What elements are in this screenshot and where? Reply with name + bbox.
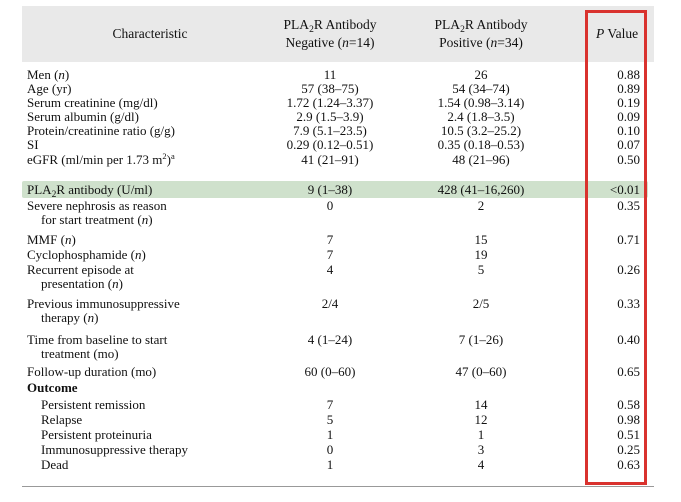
row-characteristic: Men (n)	[27, 67, 70, 82]
row-p-value: 0.26	[617, 262, 640, 277]
row-p-value: 0.19	[617, 95, 640, 110]
row-p-value: 0.71	[617, 232, 640, 247]
header-antibody-positive: $PLA_2R$ Antibody Positive (n=34)	[434, 17, 528, 50]
row-positive: 428 (41–16,260)	[437, 182, 525, 197]
row-characteristic: Time from baseline to start treatment (mo)	[27, 332, 168, 361]
row-positive: 10.5 (3.2–25.2)	[440, 123, 522, 138]
row-p-value: 0.88	[617, 67, 640, 82]
row-characteristic: Dead	[41, 457, 69, 472]
row-p-value: 0.98	[617, 412, 640, 427]
row-negative: 60 (0–60)	[304, 364, 356, 379]
row-p-value: 0.51	[617, 427, 640, 442]
row-positive: 1	[477, 427, 485, 442]
row-negative: 1	[326, 427, 334, 442]
row-negative: 11	[323, 67, 337, 82]
row-positive: 2.4 (1.8–3.5)	[447, 109, 515, 124]
row-negative: 7	[326, 247, 334, 262]
row-characteristic: Relapse	[41, 412, 83, 427]
row-characteristic: Previous immunosuppressive therapy (n)	[27, 296, 180, 325]
row-p-value: 0.40	[617, 332, 640, 347]
row-p-value: 0.35	[617, 198, 640, 213]
row-characteristic: Age (yr)	[27, 81, 72, 96]
row-characteristic: Protein/creatinine ratio (g/g)	[27, 123, 176, 138]
row-p-value: 0.65	[617, 364, 640, 379]
row-positive: 15	[474, 232, 488, 247]
header-p-value: P Value	[595, 26, 639, 41]
row-characteristic: Severe nephrosis as reason for start treatment (n)	[27, 198, 167, 227]
row-positive: 2/5	[472, 296, 490, 311]
row-negative: 5	[326, 412, 334, 427]
row-positive: 3	[477, 442, 485, 457]
row-p-value: 0.10	[617, 123, 640, 138]
row-characteristic: Persistent proteinuria	[41, 427, 152, 442]
row-negative: 7.9 (5.1–23.5)	[293, 123, 367, 138]
row-positive: 48 (21–96)	[452, 152, 510, 167]
row-negative: 0	[326, 198, 334, 213]
row-negative: 0	[326, 442, 334, 457]
row-negative: 0.29 (0.12–0.51)	[286, 137, 374, 152]
row-negative: 7	[326, 232, 334, 247]
row-p-value: 0.09	[617, 109, 640, 124]
row-negative: 4 (1–24)	[307, 332, 353, 347]
row-positive: 4	[477, 457, 485, 472]
row-characteristic: Immunosuppressive therapy	[41, 442, 188, 457]
row-p-value: 0.58	[617, 397, 640, 412]
row-positive: 26	[474, 67, 488, 82]
row-negative: 1.72 (1.24–3.37)	[286, 95, 374, 110]
row-characteristic: eGFR (ml/min per 1.73 $m^2)^a$	[27, 151, 175, 167]
row-p-value: 0.07	[617, 137, 640, 152]
row-positive: 14	[474, 397, 488, 412]
row-p-value: 0.25	[617, 442, 640, 457]
row-characteristic: Persistent remission	[41, 397, 146, 412]
row-p-value: 0.50	[617, 152, 640, 167]
row-positive: 5	[477, 262, 485, 277]
header-antibody-negative: $PLA_2R$ Antibody Negative (n=14)	[283, 17, 377, 50]
row-negative: 1	[326, 457, 334, 472]
header-characteristic: Characteristic	[112, 26, 188, 41]
row-p-value: 0.63	[617, 457, 640, 472]
row-negative: 2.9 (1.5–3.9)	[296, 109, 364, 124]
row-negative: 9 (1–38)	[307, 182, 353, 197]
row-characteristic: Cyclophosphamide (n)	[27, 247, 146, 262]
row-negative: 7	[326, 397, 334, 412]
row-positive: 1.54 (0.98–3.14)	[437, 95, 525, 110]
p-value-highlight-box	[585, 10, 647, 485]
row-negative: 41 (21–91)	[301, 152, 359, 167]
row-characteristic: Serum creatinine (mg/dl)	[27, 95, 158, 110]
row-positive: 7 (1–26)	[458, 332, 504, 347]
row-characteristic: Recurrent episode at presentation (n)	[27, 262, 134, 291]
row-positive: 12	[474, 412, 488, 427]
row-characteristic: Serum albumin (g/dl)	[27, 109, 139, 124]
row-p-value: <0.01	[609, 182, 640, 197]
row-positive: 19	[474, 247, 488, 262]
row-characteristic: Follow-up duration (mo)	[27, 364, 157, 379]
row-negative: 4	[326, 262, 334, 277]
row-positive: 0.35 (0.18–0.53)	[437, 137, 525, 152]
row-positive: 2	[477, 198, 485, 213]
row-p-value: 0.33	[617, 296, 640, 311]
table-bottom-rule	[22, 486, 654, 487]
row-section-heading: Outcome	[27, 380, 78, 395]
row-p-value: 0.89	[617, 81, 640, 96]
row-positive: 54 (34–74)	[452, 81, 510, 96]
row-characteristic: $PLA_2R$ antibody (U/ml)	[27, 182, 153, 200]
row-positive: 47 (0–60)	[455, 364, 507, 379]
row-characteristic: MMF (n)	[27, 232, 76, 247]
row-negative: 57 (38–75)	[301, 81, 359, 96]
row-characteristic: SI	[27, 137, 39, 152]
row-negative: 2/4	[321, 296, 339, 311]
